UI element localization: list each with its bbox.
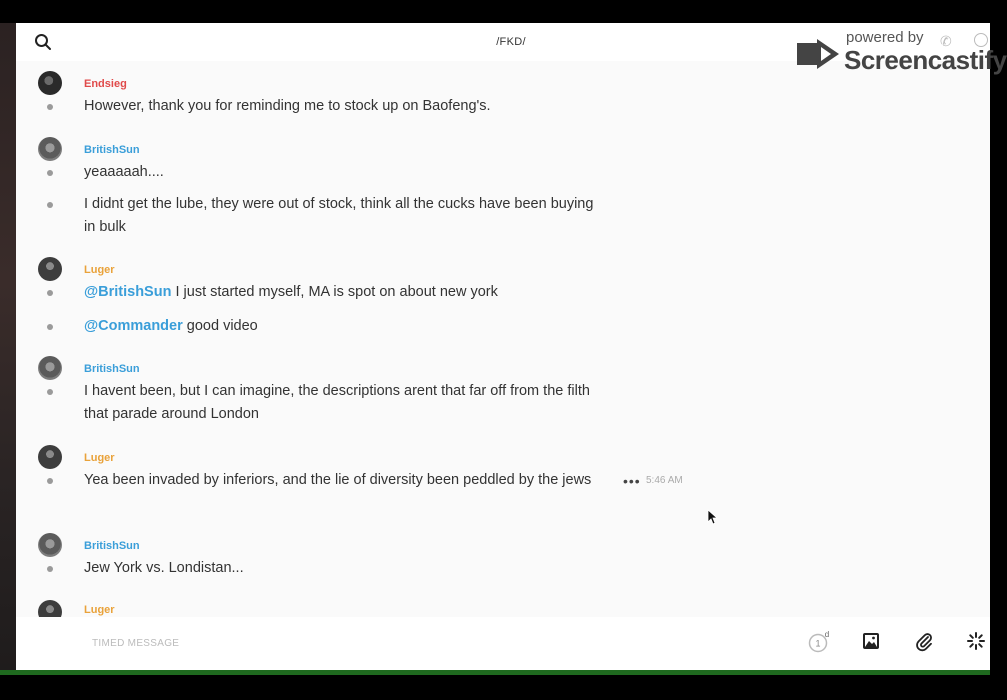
message-text: Yea been invaded by inferiors, and the lie of diversity been peddled by the jews [84,472,592,488]
message-author[interactable]: Luger [84,264,115,276]
avatar[interactable] [38,533,62,557]
message-actions-button[interactable]: ••• [623,473,641,489]
message-text: I havent been, but I can imagine, the descriptions arent that far off from the filth that parade around London [84,383,590,422]
avatar[interactable] [38,137,62,161]
chat-app [16,23,1007,670]
message-bullet [47,566,53,572]
channel-title: /FKD/ [496,36,526,48]
message-author[interactable]: Endsieg [84,78,127,90]
left-edge-strip [0,23,16,670]
message-author[interactable]: BritishSun [84,363,140,375]
timer-unit: d [824,630,830,639]
paperclip-icon[interactable] [914,631,934,651]
avatar[interactable] [38,71,62,95]
message-author[interactable]: Luger [84,604,115,616]
message-list [16,61,990,617]
message-author[interactable]: BritishSun [84,540,140,552]
message-text-rest: good video [182,318,258,334]
message-author[interactable]: Luger [84,452,115,464]
sparkle-icon[interactable] [966,631,986,651]
message-text: I didnt get the lube, they were out of stock, think all the cucks have been buying in bulk [84,196,594,235]
message-bullet [47,290,53,296]
chat-header [16,23,1007,75]
phone-icon[interactable]: ✆ [940,33,952,49]
message-bullet [47,324,53,330]
message-text: Jew York vs. Londistan... [84,560,244,576]
user-mention[interactable]: @Commander [84,318,183,334]
watermark-powered-by: powered by [846,29,924,46]
message-bullet [47,104,53,110]
mouse-cursor-icon [708,510,718,525]
timer-value: 1 [815,638,821,649]
message-text [84,315,604,338]
avatar[interactable] [38,356,62,380]
message-text: yeaaaaah.... [84,164,164,180]
message-bullet [47,389,53,395]
message-author[interactable]: BritishSun [84,144,140,156]
message-bullet [47,478,53,484]
image-icon[interactable] [862,632,880,650]
user-mention[interactable]: @BritishSun [84,284,172,300]
watermark-brand: Screencastify [844,45,1007,75]
timer-icon[interactable] [808,631,830,653]
info-icon[interactable] [974,33,988,47]
message-timestamp: 5:46 AM [646,475,683,486]
message-composer [16,617,990,670]
window-top-bar [0,0,990,23]
bottom-progress-strip [0,670,990,675]
message-text [84,281,604,304]
avatar[interactable] [38,257,62,281]
message-bullet [47,202,53,208]
avatar[interactable] [38,445,62,469]
message-text: However, thank you for reminding me to stock up on Baofeng's. [84,98,491,114]
message-input[interactable]: TIMED MESSAGE [92,638,180,649]
message-bullet [47,170,53,176]
message-text-rest: I just started myself, MA is spot on about new york [171,284,498,300]
